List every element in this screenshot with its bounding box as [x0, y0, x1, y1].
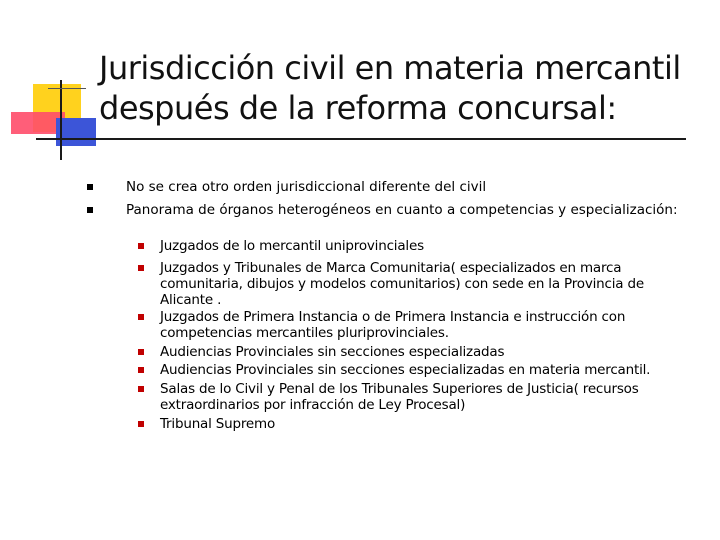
- sub-bullet-item: Audiencias Provinciales sin secciones especializadas en materia mercantil.: [160, 362, 651, 378]
- bullet-item: No se crea otro orden jurisdiccional diferente del civil: [126, 179, 487, 195]
- slide-title: [99, 48, 709, 128]
- sub-bullet-item: Juzgados de lo mercantil uniprovinciales: [160, 238, 424, 254]
- bullet-item: Panorama de órganos heterogéneos en cuanto a competencias y especialización:: [126, 202, 678, 218]
- sub-bullet-item: Juzgados de Primera Instancia o de Primera Instancia e instrucción con competencias mercantiles pluriprovinciales.: [160, 309, 626, 341]
- sub-bullet-marker: [138, 349, 144, 355]
- sub-bullet-marker: [138, 243, 144, 249]
- sub-bullet-marker: [138, 421, 144, 427]
- sub-bullet-item: Tribunal Supremo: [160, 416, 276, 432]
- title-line-1: Jurisdicción civil en materia mercantil: [99, 49, 681, 87]
- sub-bullet-marker: [138, 314, 144, 320]
- sub-bullet-marker: [138, 386, 144, 392]
- sub-bullet-marker: [138, 265, 144, 271]
- decor-short-line: [48, 88, 86, 89]
- decor-blue-square: [56, 118, 96, 146]
- decor-vertical-line: [60, 80, 62, 160]
- bullet-marker: [87, 184, 93, 190]
- sub-bullet-marker: [138, 367, 144, 373]
- sub-bullet-item: Audiencias Provinciales sin secciones especializadas: [160, 344, 505, 360]
- sub-bullet-item: Salas de lo Civil y Penal de los Tribunales Superiores de Justicia( recursos extraordinarios por infracción de Ley Procesal): [160, 381, 639, 413]
- sub-bullet-item: Juzgados y Tribunales de Marca Comunitaria( especializados en marca comunitaria, dibujos y modelos comunitarios) con sede en la Provincia de Alicante .: [160, 260, 644, 308]
- bullet-marker: [87, 207, 93, 213]
- title-underline: [36, 138, 686, 140]
- title-line-2: después de la reforma concursal:: [99, 89, 617, 127]
